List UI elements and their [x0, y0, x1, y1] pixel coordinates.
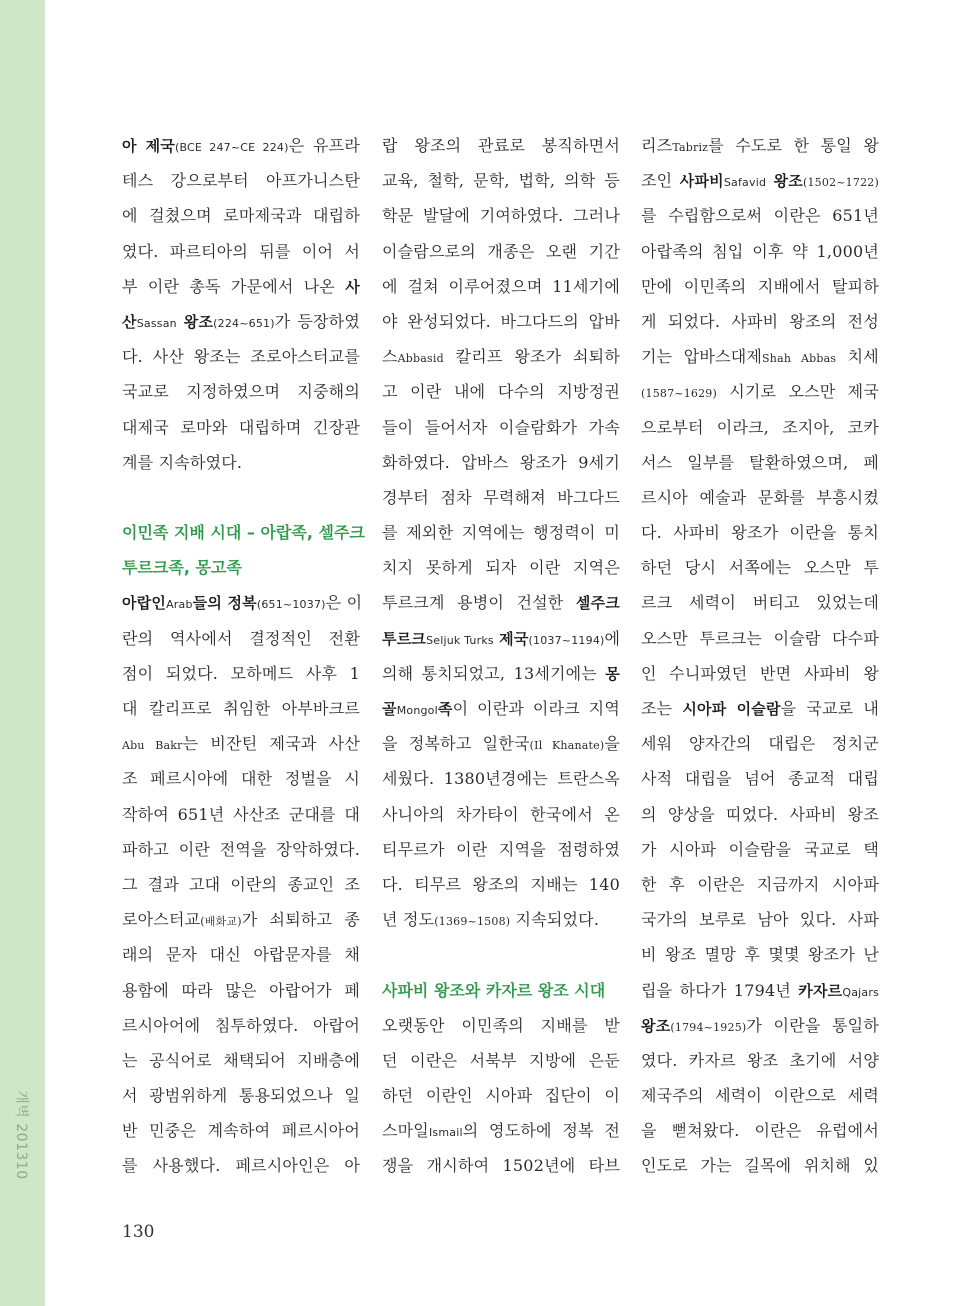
text-line: 고 이란 내에 다수의 지방정권 [382, 382, 620, 402]
text-line: 르크 세력이 버티고 있었는데 [641, 593, 879, 613]
text-line: 의 양상을 띠었다. 사파비 왕조 [641, 804, 879, 824]
text-line: 점이 되었다. 모하메드 사후 1 [122, 663, 360, 683]
text-line: 르시아 예술과 문화를 부흥시켰 [641, 487, 879, 507]
text-line: 스마일Ismail의 영도하에 정복 전 [382, 1121, 620, 1141]
text-line: 한 후 이란은 지금까지 시아파 [641, 874, 879, 894]
text-line: 티무르가 이란 지역을 점령하였 [382, 839, 620, 859]
text-line: 파하고 이란 전역을 장악하였다. [122, 839, 360, 859]
text-line: 래의 문자 대신 아랍문자를 채 [122, 945, 360, 965]
text-line: 에 걸쳐 이루어졌으며 11세기에 [382, 276, 620, 296]
text-line: 치지 못하게 되자 이란 지역은 [382, 558, 620, 578]
text-line: 들이 들어서자 이슬람화가 가속 [382, 417, 620, 437]
text-line: 세웠다. 1380년경에는 트란스옥 [382, 769, 620, 789]
text-line: 교육, 철학, 문학, 법학, 의학 등 [382, 171, 620, 191]
text-line: 조인 사파비Safavid 왕조(1502~1722) [641, 171, 879, 191]
text-line: (1587~1629) 시기로 오스만 제국 [641, 382, 879, 402]
text-line: 아랍족의 침입 이후 약 1,000년 [641, 241, 879, 261]
text-line: 경부터 점차 무력해져 바그다드 [382, 487, 620, 507]
text-line: 골Mongol족이 이란과 이라크 지역 [382, 699, 620, 718]
text-line: 를 사용했다. 페르시아인은 아 [122, 1156, 360, 1176]
spacer [382, 937, 620, 972]
text-line: 는 공식어로 채택되어 지배층에 [122, 1050, 360, 1070]
text-line: 이슬람으로의 개종은 오랜 기간 [382, 241, 620, 261]
text-line: 쟁을 개시하여 1502년에 타브 [382, 1156, 620, 1176]
text-line: 인 수니파였던 반면 사파비 왕 [641, 663, 879, 683]
text-line: 리즈Tabriz를 수도로 한 통일 왕 [641, 136, 879, 155]
text-line: 던 이란은 서북부 지방에 은둔 [382, 1050, 620, 1070]
text-line: 기는 압바스대제Shah Abbas 치세 [641, 347, 879, 367]
text-line: 의해 통치되었고, 13세기에는 몽 [382, 663, 620, 683]
text-line: 로아스터교(배화교)가 쇠퇴하고 종 [122, 910, 360, 930]
text-line: 였다. 파르티아의 뒤를 이어 서 [122, 241, 360, 261]
text-line: 비 왕조 멸망 후 몇몇 왕조가 난 [641, 945, 879, 965]
text-line: 르시아어에 침투하였다. 아랍어 [122, 1015, 360, 1035]
text-line: 반 민중은 계속하여 페르시아어 [122, 1121, 360, 1141]
text-line: 였다. 카자르 왕조 초기에 서양 [641, 1050, 879, 1070]
text-line: 대제국 로마와 대립하며 긴장관 [122, 417, 360, 437]
text-line: 아랍인Arab들의 정복(651~1037)은 이 [122, 593, 363, 613]
magazine-issue-label: 개벽 201310 [13, 1090, 29, 1180]
text-line: 만에 이민족의 지배에서 탈피하 [641, 276, 879, 296]
text-line: 세워 양자간의 대립은 정치군 [641, 734, 879, 754]
text-line: 에 걸쳤으며 로마제국과 대립하 [122, 206, 360, 226]
text-column-1 [122, 128, 365, 1184]
text-line: 계를 지속하였다. [122, 452, 243, 472]
page-number: 130 [122, 1222, 155, 1242]
text-line: 서 광범위하게 통용되었으나 일 [122, 1086, 360, 1106]
text-line: 왕조(1794~1925)가 이란을 통일하 [641, 1015, 879, 1035]
text-line: 투르크Seljuk Turks 제국(1037~1194)에 [382, 628, 621, 648]
text-line: 으로부터 이라크, 조지아, 코카 [641, 417, 879, 437]
text-line: 아 제국(BCE 247~CE 224)은 유프라 [122, 136, 360, 155]
text-line: 사적 대립을 넘어 종교적 대립 [641, 769, 879, 789]
text-line: 화하였다. 압바스 왕조가 9세기 [382, 452, 620, 472]
text-column-2 [382, 128, 620, 1184]
spacer [122, 480, 360, 515]
section-heading: 이민족 지배 시대 – 아랍족, 셀주크 [122, 523, 365, 543]
text-line: 를 수립함으로써 이란은 651년 [641, 206, 879, 226]
text-line: 하던 당시 서쪽에는 오스만 투 [641, 558, 879, 578]
text-line: 년 정도(1369~1508) 지속되었다. [382, 910, 600, 930]
text-line: 를 제외한 지역에는 행정력이 미 [382, 523, 620, 543]
text-line: 하던 이란인 시아파 집단이 이 [382, 1086, 620, 1106]
text-line: 란의 역사에서 결정적인 전환 [122, 628, 360, 648]
text-line: 인도로 가는 길목에 위치해 있 [641, 1156, 879, 1176]
text-line: 오랫동안 이민족의 지배를 받 [382, 1015, 620, 1035]
text-line: Abu Bakr는 비잔틴 제국과 사산 [122, 734, 360, 754]
section-heading: 투르크족, 몽고족 [122, 558, 242, 578]
text-line: 립을 하다가 1794년 카자르Qajars [641, 980, 879, 1000]
text-line: 용함에 따라 많은 아랍어가 페 [122, 980, 360, 1000]
text-line: 부 이란 총독 가문에서 나온 사 [122, 276, 360, 296]
text-line: 서스 일부를 탈환하였으며, 페 [641, 452, 879, 472]
text-line: 국가의 보루로 남아 있다. 사파 [641, 910, 879, 930]
text-line: 다. 티무르 왕조의 지배는 140 [382, 874, 620, 894]
text-line: 테스 강으로부터 아프가니스탄 [122, 171, 360, 191]
text-line: 작하여 651년 사산조 군대를 대 [122, 804, 360, 824]
text-line: 오스만 투르크는 이슬람 다수파 [641, 628, 879, 648]
text-line: 다. 사산 왕조는 조로아스터교를 [122, 347, 360, 367]
text-line: 게 되었다. 사파비 왕조의 전성 [641, 311, 879, 331]
text-line: 학문 발달에 기여하였다. 그러나 [382, 206, 620, 226]
text-line: 랍 왕조의 관료로 봉직하면서 [382, 136, 620, 155]
text-line: 스Abbasid 칼리프 왕조가 쇠퇴하 [382, 347, 620, 367]
text-line: 제국주의 세력이 이란으로 세력 [641, 1086, 879, 1106]
section-heading: 사파비 왕조와 카자르 왕조 시대 [382, 980, 606, 1000]
text-line: 조는 시아파 이슬람을 국교로 내 [641, 699, 879, 718]
text-line: 조 페르시아에 대한 정벌을 시 [122, 769, 360, 789]
text-line: 사니아의 차가타이 한국에서 온 [382, 804, 620, 824]
text-line: 국교로 지정하였으며 지중해의 [122, 382, 360, 402]
text-line: 가 시아파 이슬람을 국교로 택 [641, 839, 879, 859]
text-line: 그 결과 고대 이란의 종교인 조 [122, 874, 360, 894]
text-line: 투르크계 용병이 건설한 셀주크 [382, 593, 620, 613]
text-line: 다. 사파비 왕조가 이란을 통치 [641, 523, 879, 543]
text-line: 을 뻗쳐왔다. 이란은 유럽에서 [641, 1121, 879, 1141]
text-line: 을 정복하고 일한국(Il Khanate)을 [382, 734, 620, 754]
text-line: 야 완성되었다. 바그다드의 압바 [382, 311, 620, 331]
text-line: 산Sassan 왕조(224~651)가 등장하였 [122, 311, 360, 331]
text-line: 대 칼리프로 취임한 아부바크르 [122, 699, 360, 718]
text-column-3 [641, 128, 879, 1184]
